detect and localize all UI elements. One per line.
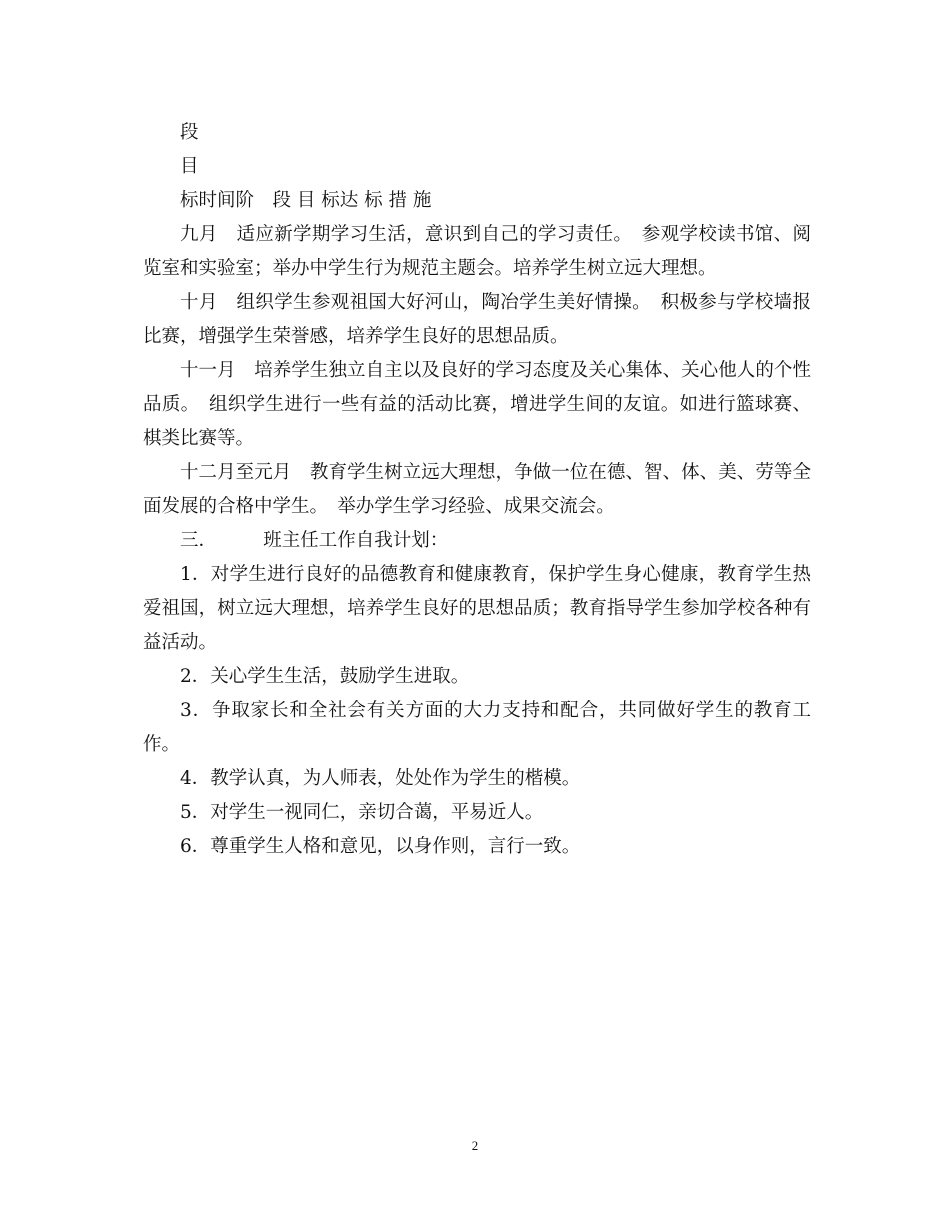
plan-item-3: 3．争取家长和全社会有关方面的大力支持和配合，共同做好学生的教育工作。 xyxy=(143,700,811,755)
plan-item-4: 4．教学认真，为人师表，处处作为学生的楷模。 xyxy=(180,768,581,789)
schedule-october: 十月 组织学生参观祖国大好河山，陶冶学生美好情操。 积极参与学校墙报比赛，增强学生荣誉感，培养学生良好的思想品质。 xyxy=(143,292,811,347)
table-header-row: 标时间阶 段 目 标达 标 措 施 xyxy=(180,190,432,211)
section-heading: 三． 班主任工作自我计划： xyxy=(180,530,449,551)
plan-item-1: 1．对学生进行良好的品德教育和健康教育，保护学生身心健康，教育学生热爱祖国，树立远大理想，培养学生良好的思想品质；教育指导学生参加学校各种有益活动。 xyxy=(143,564,811,653)
table-fragment-duan: 段 xyxy=(180,122,199,143)
plan-item-6: 6．尊重学生人格和意见，以身作则，言行一致。 xyxy=(180,836,581,857)
schedule-december-january: 十二月至元月 教育学生树立远大理想，争做一位在德、智、体、美、劳等全面发展的合格中学生。 举办学生学习经验、成果交流会。 xyxy=(143,462,811,517)
plan-item-2: 2．关心学生生活，鼓励学生进取。 xyxy=(180,666,470,687)
plan-item-5: 5．对学生一视同仁，亲切合蔼，平易近人。 xyxy=(180,802,544,823)
table-fragment-mu: 目 xyxy=(180,156,199,177)
document-body xyxy=(143,116,811,864)
schedule-november: 十一月 培养学生独立自主以及良好的学习态度及关心集体、关心他人的个性品质。 组织学生进行一些有益的活动比赛，增进学生间的友谊。如进行篮球赛、棋类比赛等。 xyxy=(143,360,811,449)
schedule-september: 九月 适应新学期学习生活，意识到自己的学习责任。 参观学校读书馆、阅览室和实验室；举办中学生行为规范主题会。培养学生树立远大理想。 xyxy=(143,224,811,279)
page-number: 2 xyxy=(471,1138,479,1153)
